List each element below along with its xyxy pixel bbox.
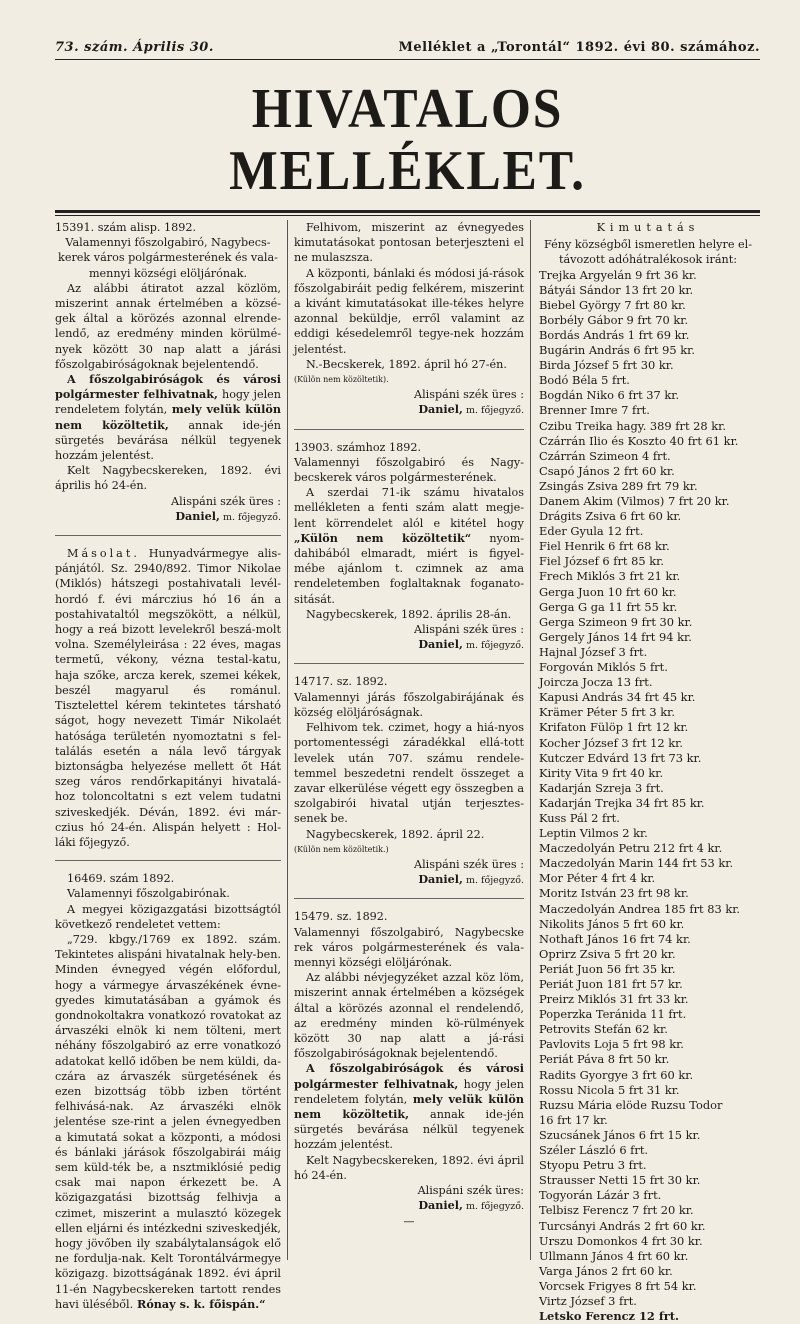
list-item: Rossu Nicola 5 frt 31 kr. — [539, 1082, 680, 1097]
text: nyom-dahibából elmaradt, miért is figyel-mébe ajánlom t. czimnek az ama rendeletemben foglaltaknak foganato-sitását. — [294, 531, 524, 606]
signature-line: Alispáni szék üres : — [414, 857, 524, 871]
list-item: Nothaft János 16 frt 74 kr. — [539, 931, 691, 946]
list-heading: Kimutatás — [596, 221, 700, 234]
separator — [294, 898, 524, 899]
article-paragraph: A központi, bánlaki és módosi já-rások főszolgabiráit pedig felkérem, miszerint a kivánt kimutatásokat ille-tékes helyre azonnal beküldje, erről valamint az eddigi késedelemről tegye-nek hozzám jelentést. — [294, 266, 524, 356]
newspaper-page — [55, 40, 760, 1324]
bold-text: A főszolgabiróságok és városi polgármester felhivatnak, — [55, 372, 281, 402]
list-item: Krifaton Fülöp 1 frt 12 kr. — [539, 720, 689, 735]
article-paragraph: Az alábbi átiratot azzal közlöm, miszerint annak értelmében a közsé-gek által a körözés azonnal elrende-lendő, az eredmény minden körülmé-nyek között 30 nap alatt a járási főszolgabiróságoknak bejelentendő. — [55, 281, 281, 371]
list-item: Letsko Ferencz 12 frt. — [539, 1309, 679, 1324]
article-addressee: Valamennyi főszolgabiró és Nagy-becskerek város polgármesterének. — [294, 455, 524, 485]
article-heading: Másolat. — [67, 547, 140, 561]
end-dash: — — [403, 1215, 415, 1229]
list-intro: Fény községből ismeretlen helyre el-távozott adóhátralékosok iránt: — [543, 238, 753, 267]
signer-name: Daniel, — [418, 1198, 463, 1213]
list-item: Czárrán Szimeon 4 frt. — [539, 448, 671, 463]
column-1 — [55, 220, 287, 1311]
columns — [55, 220, 760, 1324]
text: hogy jelen rendeletem folytán, — [294, 1077, 524, 1106]
text: annak ide-jén sürgetés bevárása nélkül tegyenek hozzám jelentést. — [294, 1107, 524, 1152]
separator — [55, 535, 281, 536]
article-paragraph: Az alábbi névjegyzéket azzal köz löm, miszerint annak értelmében a községek által a körözés azonnal el rendelendő, az eredmény minden kö-rülmények között 30 nap alatt a já-rási főszolgabiróságoknak bejelentendő. — [294, 971, 524, 1061]
list-item: Birda József 5 frt 30 kr. — [539, 358, 674, 373]
article-addressee: Valamennyi főszolgabirónak. — [67, 887, 230, 901]
list-item: Kadarján Szreja 3 frt. — [539, 780, 664, 795]
debtor-list — [539, 268, 757, 1324]
list-item: Gerga Juon 10 frt 60 kr. — [539, 584, 677, 599]
list-item: Gerga Szimeon 9 frt 30 kr. — [539, 614, 693, 629]
list-item: Bodó Béla 5 frt. — [539, 373, 630, 388]
list-item: Zsingás Zsiva 289 frt 79 kr. — [539, 478, 698, 493]
list-item: Virtz József 3 frt. — [539, 1293, 637, 1308]
page-title: HIVATALOS MELLÉKLET. — [229, 78, 586, 202]
list-item: Kadarján Trejka 34 frt 85 kr. — [539, 795, 705, 810]
list-item: Drágits Zsiva 6 frt 60 kr. — [539, 509, 682, 524]
list-item: Periát Juon 181 frt 57 kr. — [539, 977, 683, 992]
list-item: Czibu Treika hagy. 389 frt 28 kr. — [539, 418, 726, 433]
signer-title: m. főjegyző. — [219, 511, 281, 523]
list-item: Kirity Vita 9 frt 40 kr. — [539, 765, 664, 780]
list-item: Krämer Péter 5 frt 3 kr. — [539, 705, 675, 720]
list-item: Széler László 6 frt. — [539, 1143, 649, 1158]
list-item: Mor Péter 4 frt 4 kr. — [539, 871, 656, 886]
article-16469 — [55, 871, 281, 1312]
signer-title: m. főjegyző. — [462, 1201, 524, 1213]
list-item: Fiel Henrik 6 frt 68 kr. — [539, 539, 670, 554]
article-14717 — [294, 674, 524, 888]
signature-line: Alispáni szék üres: — [417, 1183, 524, 1197]
article-15391 — [55, 220, 281, 525]
list-item: Periát Páva 8 frt 50 kr. — [539, 1052, 670, 1067]
bold-text: mely velük külön nem közöltetik, — [55, 402, 281, 432]
list-item: Eder Gyula 12 frt. — [539, 524, 644, 539]
signer-name: Daniel, — [418, 637, 463, 652]
article-addressee: Valamennyi főszolgabiró, Nagybecske rek város polgármesterének és vala-mennyi községi elöljárónak. — [294, 925, 524, 969]
article-15479 — [294, 909, 524, 1229]
list-item: Kapusi András 34 frt 45 kr. — [539, 690, 696, 705]
list-item: Vorcsek Frigyes 8 frt 54 kr. — [539, 1278, 697, 1293]
article-ref: 15479. sz. 1892. — [294, 910, 388, 924]
text: „729. kbgy./1769 ex 1892. szám. Tekintetes alispáni hivatalnak hely-ben. Minden évnegyed végén előfordul, hogy a vármegye árvaszékének évne-gyedes kimutatásában a gyámok és gondnokoltakra vonatkozó rovatokat az árvaszéki elnök ki nem tölteni, mert néhány főszolgabiró az erre vonatkozó adatokat kellő időben be nem küldi, da-czára az árvaszék sürgetésének és ezen bizottság több izben történt felhivásá-nak. Az árvaszéki elnök jelentése sze-rint a jelen évnegyedben a kimutatá sokat a központi, a módosi és bánlaki járások főszolgabirái máig sem küld-ték be, a nsztmiklósié pedig csak mai napon érkezett be. A közigazgatási bizottság felhivja a czimet, miszerint a mulasztó közegek ellen eljárni és intézkedni sziveskedjék, hogy jövőben ily szabálytalanságok elő ne fordulja-nak. Kelt Torontálvármegye közigazg. bizottságának 1892. évi ápril 11-én Nagybecskereken tartott rendes havi üléséből. — [55, 932, 281, 1311]
list-item: Bordás András 1 frt 69 kr. — [539, 327, 690, 342]
list-item: Turcsányi András 2 frt 60 kr. — [539, 1218, 706, 1233]
supplement-note: Melléklet a „Torontál“ 1892. évi 80. számához. — [398, 40, 760, 55]
article-paragraph: Felhivom, miszerint az évnegyedes kimutatásokat pontosan beterjeszteni el ne mulaszsza. — [294, 221, 524, 265]
list-item: Preirz Miklós 31 frt 33 kr. — [539, 992, 689, 1007]
list-item: Brenner Imre 7 frt. — [539, 403, 650, 418]
signature-line: Alispáni szék üres : — [414, 623, 524, 637]
list-item: Oprirz Zsiva 5 frt 20 kr. — [539, 946, 676, 961]
list-item: Borbély Gábor 9 frt 70 kr. — [539, 312, 689, 327]
list-item: Fiel József 6 frt 85 kr. — [539, 554, 664, 569]
list-item: Leptin Vilmos 2 kr. — [539, 826, 648, 841]
list-item: Kutczer Edvárd 13 frt 73 kr. — [539, 750, 702, 765]
list-item: Nikolits János 5 frt 60 kr. — [539, 916, 685, 931]
article-paragraph — [294, 485, 524, 607]
article-paragraph — [55, 372, 281, 463]
text: hogy jelen rendeletem folytán, — [55, 388, 282, 417]
article-ref: 14717. sz. 1892. — [294, 675, 388, 689]
list-item: Pavlovits Loja 5 frt 98 kr. — [539, 1037, 684, 1052]
list-item: Varga János 2 frt 60 kr. — [539, 1263, 673, 1278]
list-item: Frech Miklós 3 frt 21 kr. — [539, 569, 681, 584]
list-item: Togyorán Lázár 3 frt. — [539, 1188, 662, 1203]
signer-title: m. főjegyző. — [462, 405, 524, 417]
list-item: Maczedolyán Petru 212 frt 4 kr. — [539, 841, 723, 856]
list-item: Periát Juon 56 frt 35 kr. — [539, 961, 676, 976]
separator — [294, 663, 524, 664]
list-item: Szucsánek János 6 frt 15 kr. — [539, 1127, 701, 1142]
list-item: Csapó János 2 frt 60 kr. — [539, 463, 675, 478]
list-item: Gergely János 14 frt 94 kr. — [539, 629, 692, 644]
article-masolat — [55, 546, 281, 850]
article-date: Kelt Nagybecskereken, 1892. évi április hó 24-én. — [55, 464, 281, 493]
text: annak ide-jén sürgetés bevárása nélkül tegyenek hozzám jelentést. — [55, 418, 281, 463]
article-date: Kelt Nagybecskereken, 1892. évi ápril hó 24-én. — [294, 1153, 524, 1182]
list-item: Bugárin András 6 frt 95 kr. — [539, 343, 695, 358]
signature-line: Alispáni szék üres : — [171, 494, 281, 508]
list-item: Telbisz Ferencz 7 frt 20 kr. — [539, 1203, 694, 1218]
list-item: Ullmann János 4 frt 60 kr. — [539, 1248, 689, 1263]
separator — [294, 429, 524, 430]
signature — [294, 637, 524, 653]
article-paragraph: Felhivom tek. czimet, hogy a hiá-nyos portomentességi záradékkal ellá-tott levelek után 707. számu rendele-temmel beszedetni rendelt összeget a zavar elkerülése végett egy összegben a szolgabirói hivatal utján terjesztes-senek be. — [294, 721, 524, 826]
separator — [55, 860, 281, 861]
bold-text: A főszolgabiróságok és városi polgármester felhivatnak, — [294, 1061, 524, 1091]
signature-line: Alispáni szék üres : — [414, 388, 524, 402]
page-header — [55, 40, 760, 60]
list-item: Gerga G ga 11 frt 55 kr. — [539, 599, 678, 614]
list-item: Kuss Pál 2 frt. — [539, 810, 620, 825]
list-item: Danem Akim (Vilmos) 7 frt 20 kr. — [539, 494, 730, 509]
bold-text: „Külön nem közöltetik“ — [294, 530, 472, 545]
list-item: 16 frt 17 kr. — [539, 1112, 608, 1127]
article-paragraph — [55, 932, 281, 1312]
text: Hunyadvármegye alis-pánjától. Sz. 2940/892. Timor Nikolae (Miklós) hátszegi postahivatali levél-hordó f. évi márczius hó 16 án a postahivataltól megszökött, a nélkül, hogy a reá bizott levelekről beszá-molt volna. Személyleirása : 22 éves, magas termetű, vékony, vézna testal-katu, haja szőke, arcza kerek, szemei kékek, beszél magyarul és románul. Tisztelettel kérem tekintetes társható ságot, hogy nevezett Timár Nikolaét hatósága területén nyomoztatni s fel-találás esetén a nála levő tárgyak biztonságba helyezése mellett őt Hát szeg város rendőrkapitányi hivatalá-hoz toloncoltatni s ezt velem tudatni sziveskedjék. Déván, 1892. évi már-czius hó 24-én. Alispán helyett : Hol-láki főjegyző. — [55, 547, 281, 849]
list-item: Forgován Miklós 5 frt. — [539, 660, 668, 675]
signer-title: m. főjegyző. — [462, 640, 524, 652]
list-item: Radits Gyorgye 3 frt 60 kr. — [539, 1067, 694, 1082]
signer-name: Daniel, — [418, 872, 463, 887]
title-rule — [55, 210, 760, 216]
article-date: N.-Becskerek, 1892. ápril hó 27-én. — [306, 357, 507, 371]
list-item: Styopu Petru 3 frt. — [539, 1158, 647, 1173]
list-item: Strausser Netti 15 frt 30 kr. — [539, 1173, 701, 1188]
signer-title: m. főjegyző. — [462, 875, 524, 887]
list-item: Trejka Argyelán 9 frt 36 kr. — [539, 267, 697, 282]
signer-name: Daniel, — [175, 508, 220, 523]
signature — [55, 509, 281, 525]
list-item: Moritz István 23 frt 98 kr. — [539, 886, 689, 901]
signature — [294, 872, 524, 888]
signature — [294, 1198, 524, 1214]
list-item: Hajnal József 3 frt. — [539, 644, 648, 659]
issue-number: 73. szám. Április 30. — [55, 40, 214, 55]
signature: Rónay s. k. főispán.“ — [133, 1296, 266, 1311]
article-paragraph — [55, 546, 281, 850]
article-paragraph — [294, 1061, 524, 1152]
article-paragraph: A megyei közigazgatási bizottságtól következő rendeletet vettem: — [55, 902, 281, 931]
list-item: Bátyái Sándor 13 frt 20 kr. — [539, 282, 694, 297]
list-item: Biebel György 7 frt 80 kr. — [539, 297, 686, 312]
list-item: Ruzsu Mária elöde Ruzsu Todor — [539, 1097, 723, 1112]
article-ref: 15391. szám alisp. 1892. — [55, 221, 197, 234]
signer-name: Daniel, — [418, 402, 463, 417]
signature — [294, 402, 524, 418]
text: A szerdai 71-ik számu hivatalos mellékleten a fenti szám alatt megje-lent körrendelet alól e kitétel hogy — [294, 486, 524, 530]
article-ref: 13903. számhoz 1892. — [294, 440, 422, 454]
column-2 — [287, 220, 531, 1260]
article-date: Nagybecskerek, 1892. ápril 22. — [306, 827, 485, 841]
list-item: Maczedolyán Marin 144 frt 53 kr. — [539, 856, 734, 871]
list-item: Czárrán Ilio és Koszto 40 frt 61 kr. — [539, 433, 739, 448]
article-continued — [294, 220, 524, 419]
article-13903 — [294, 440, 524, 654]
list-item: Bogdán Niko 6 frt 37 kr. — [539, 388, 680, 403]
column-3 — [531, 220, 757, 1324]
list-item: Poperzka Teránida 11 frt. — [539, 1007, 687, 1022]
article-ref: 16469. szám 1892. — [67, 872, 175, 886]
article-note: (Külön nem közöltetik). — [294, 375, 389, 385]
article-note: (Külön nem közöltetik.) — [294, 844, 389, 854]
article-addressee: Valamennyi járás főszolgabirájának és község elöljáróságnak. — [294, 690, 524, 719]
bold-text: mely velük külön nem közöltetik, — [294, 1091, 524, 1121]
list-item: Maczedolyán Andrea 185 frt 83 kr. — [539, 901, 741, 916]
list-item: Urszu Domonkos 4 frt 30 kr. — [539, 1233, 703, 1248]
article-addressee: Valamennyi főszolgabiró, Nagybecs-kerek város polgármesterének és vala-mennyi községi elöljárónak. — [58, 236, 278, 280]
list-item: Kocher József 3 frt 12 kr. — [539, 735, 683, 750]
list-item: Petrovits Stefán 62 kr. — [539, 1022, 668, 1037]
article-date: Nagybecskerek, 1892. április 28-án. — [306, 607, 512, 621]
list-item: Joircza Jocza 13 frt. — [539, 675, 653, 690]
